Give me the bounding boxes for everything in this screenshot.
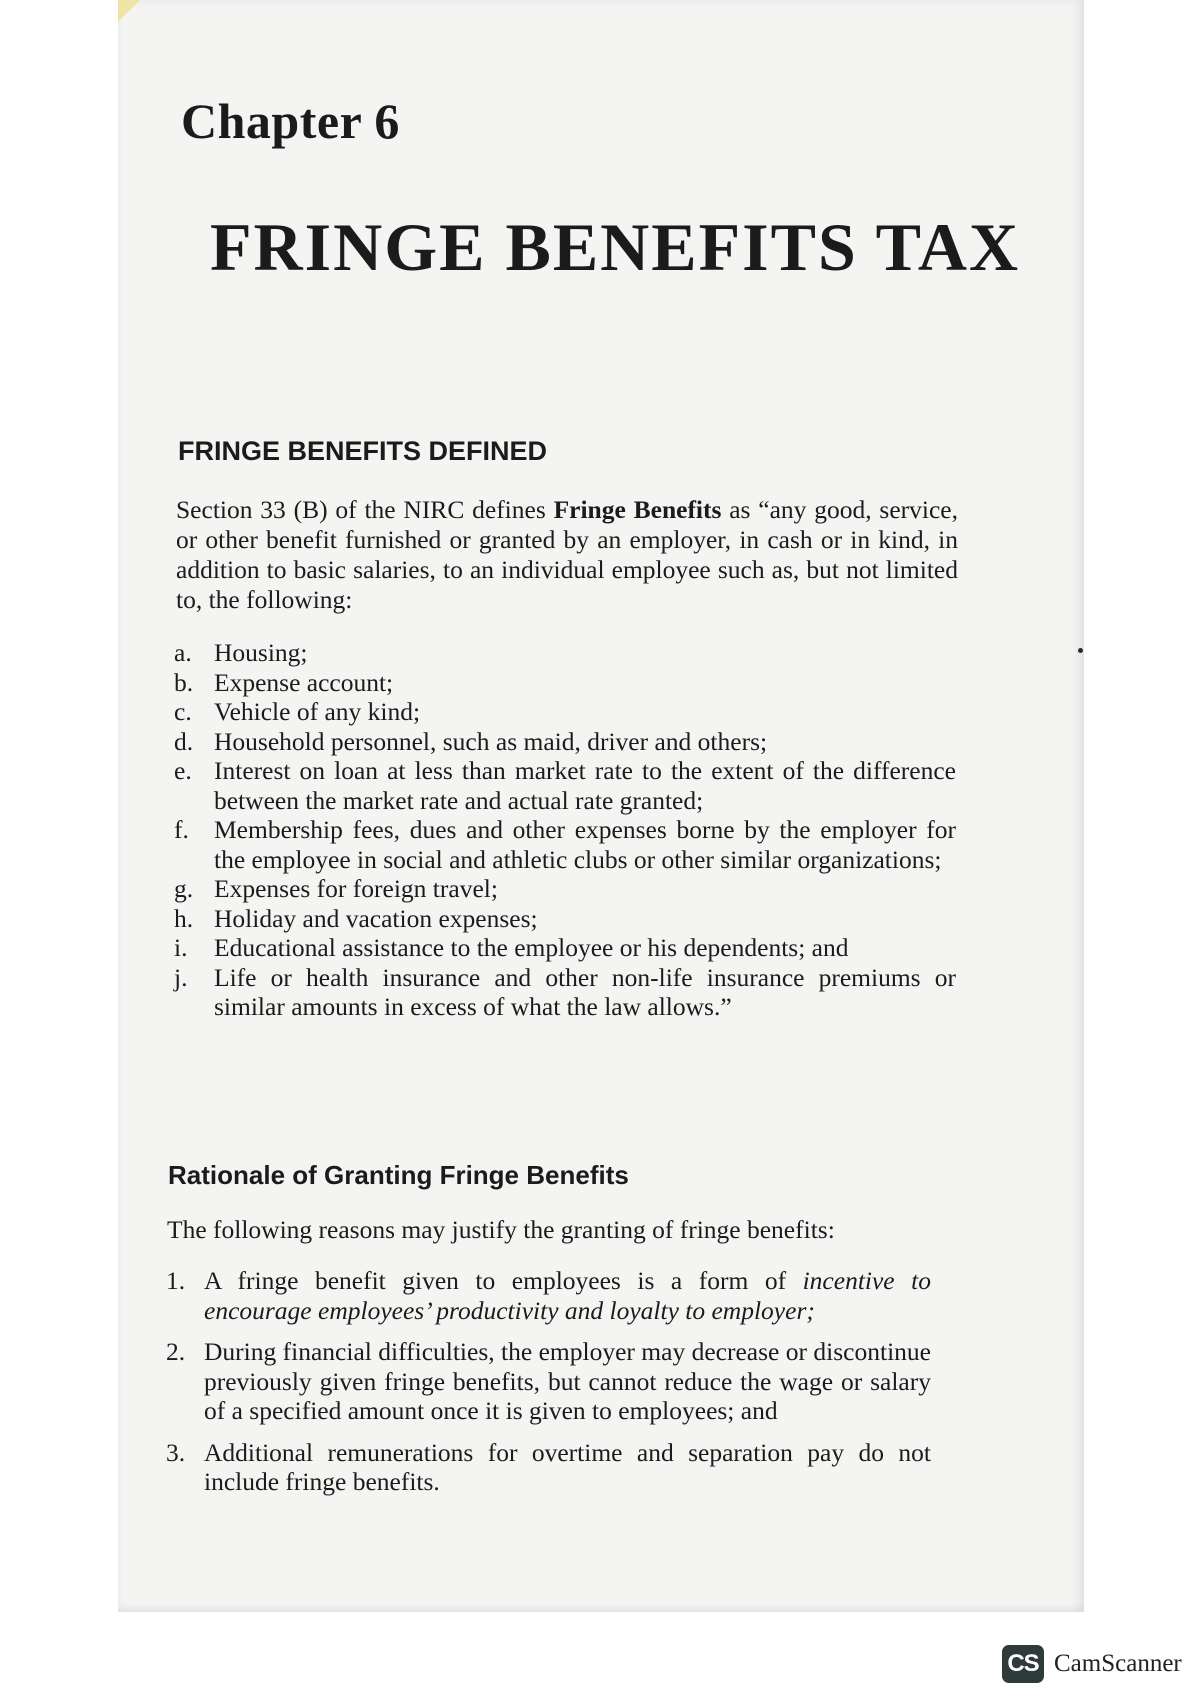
list-item (174, 904, 956, 934)
list-item (174, 727, 956, 757)
list-item-text: Holiday and vacation expenses; (214, 903, 538, 933)
list-marker: 2. (166, 1337, 186, 1366)
list-marker: c. (174, 697, 192, 726)
list-item-text: Membership fees, dues and other expenses borne by the employer for the employee in social and athletic clubs or other similar organizations; (214, 815, 956, 874)
list-item (174, 756, 956, 815)
list-marker: i. (174, 933, 188, 962)
definition-text-end: as “any good, service, or other benefit furnished or granted by an employer, in cash or in kind, in addition to basic salaries, to an individual employee such as, but not limited to, the following: (176, 495, 958, 614)
list-marker: h. (174, 903, 194, 933)
list-item-text: During financial difficulties, the employer may decrease or discontinue previously given fringe benefits, but cannot reduce the wage or salary of a specified amount once it is given to employees; and (204, 1337, 931, 1425)
list-item (174, 963, 956, 1022)
list-marker: b. (174, 667, 194, 697)
list-item (166, 1337, 931, 1426)
camscanner-logo-icon: CS (1002, 1645, 1044, 1683)
list-item-text: Educational assistance to the employee or his dependents; and (214, 933, 849, 962)
definition-paragraph (176, 495, 958, 615)
rationale-intro: The following reasons may justify the granting of fringe benefits: (167, 1215, 835, 1244)
chapter-title: FRINGE BENEFITS TAX (210, 209, 1021, 285)
camscanner-watermark: CamScanner (1054, 1650, 1182, 1677)
fringe-benefits-list (174, 638, 956, 1022)
list-item-text: A fringe benefit given to employees is a form of (204, 1266, 803, 1295)
page-corner-fold (118, 0, 140, 22)
list-item-text: Vehicle of any kind; (214, 697, 421, 726)
list-marker: g. (174, 874, 194, 903)
list-marker: 1. (166, 1266, 186, 1295)
list-item-text: Household personnel, such as maid, driver and others; (214, 726, 768, 756)
list-marker: 3. (166, 1437, 186, 1467)
list-marker: e. (174, 756, 192, 785)
definition-text-start: Section 33 (B) of the NIRC defines (176, 495, 554, 524)
chapter-label: Chapter 6 (181, 93, 400, 149)
list-item (174, 668, 956, 698)
list-item-text: Additional remunerations for overtime and separation pay do not include fringe benefits. (204, 1437, 931, 1496)
list-marker: a. (174, 638, 192, 667)
list-item (174, 697, 956, 727)
list-item (166, 1266, 931, 1325)
list-item-text: Expense account; (214, 667, 394, 697)
list-item-text: Housing; (214, 638, 308, 667)
list-marker: f. (174, 815, 189, 844)
list-item (174, 815, 956, 874)
list-item (174, 638, 956, 668)
list-item (174, 874, 956, 904)
list-item-text: Expenses for foreign travel; (214, 874, 498, 903)
scan-speck (1078, 648, 1083, 653)
definition-term: Fringe Benefits (553, 495, 722, 524)
list-item-text: Interest on loan at less than market rate to the extent of the difference between the market rate and actual rate granted; (214, 756, 956, 815)
list-item (174, 933, 956, 963)
rationale-list (166, 1266, 931, 1509)
list-item-emphasis: incentive to encourage employees’ productivity and loyalty to employer; (204, 1266, 931, 1325)
section-heading-rationale: Rationale of Granting Fringe Benefits (168, 1160, 629, 1190)
list-item (166, 1438, 931, 1497)
list-marker: j. (174, 962, 188, 992)
list-marker: d. (174, 726, 194, 756)
section-heading-fringe-benefits-defined: FRINGE BENEFITS DEFINED (178, 436, 548, 466)
list-item-text: Life or health insurance and other non-life insurance premiums or similar amounts in excess of what the law allows.” (214, 962, 956, 1021)
